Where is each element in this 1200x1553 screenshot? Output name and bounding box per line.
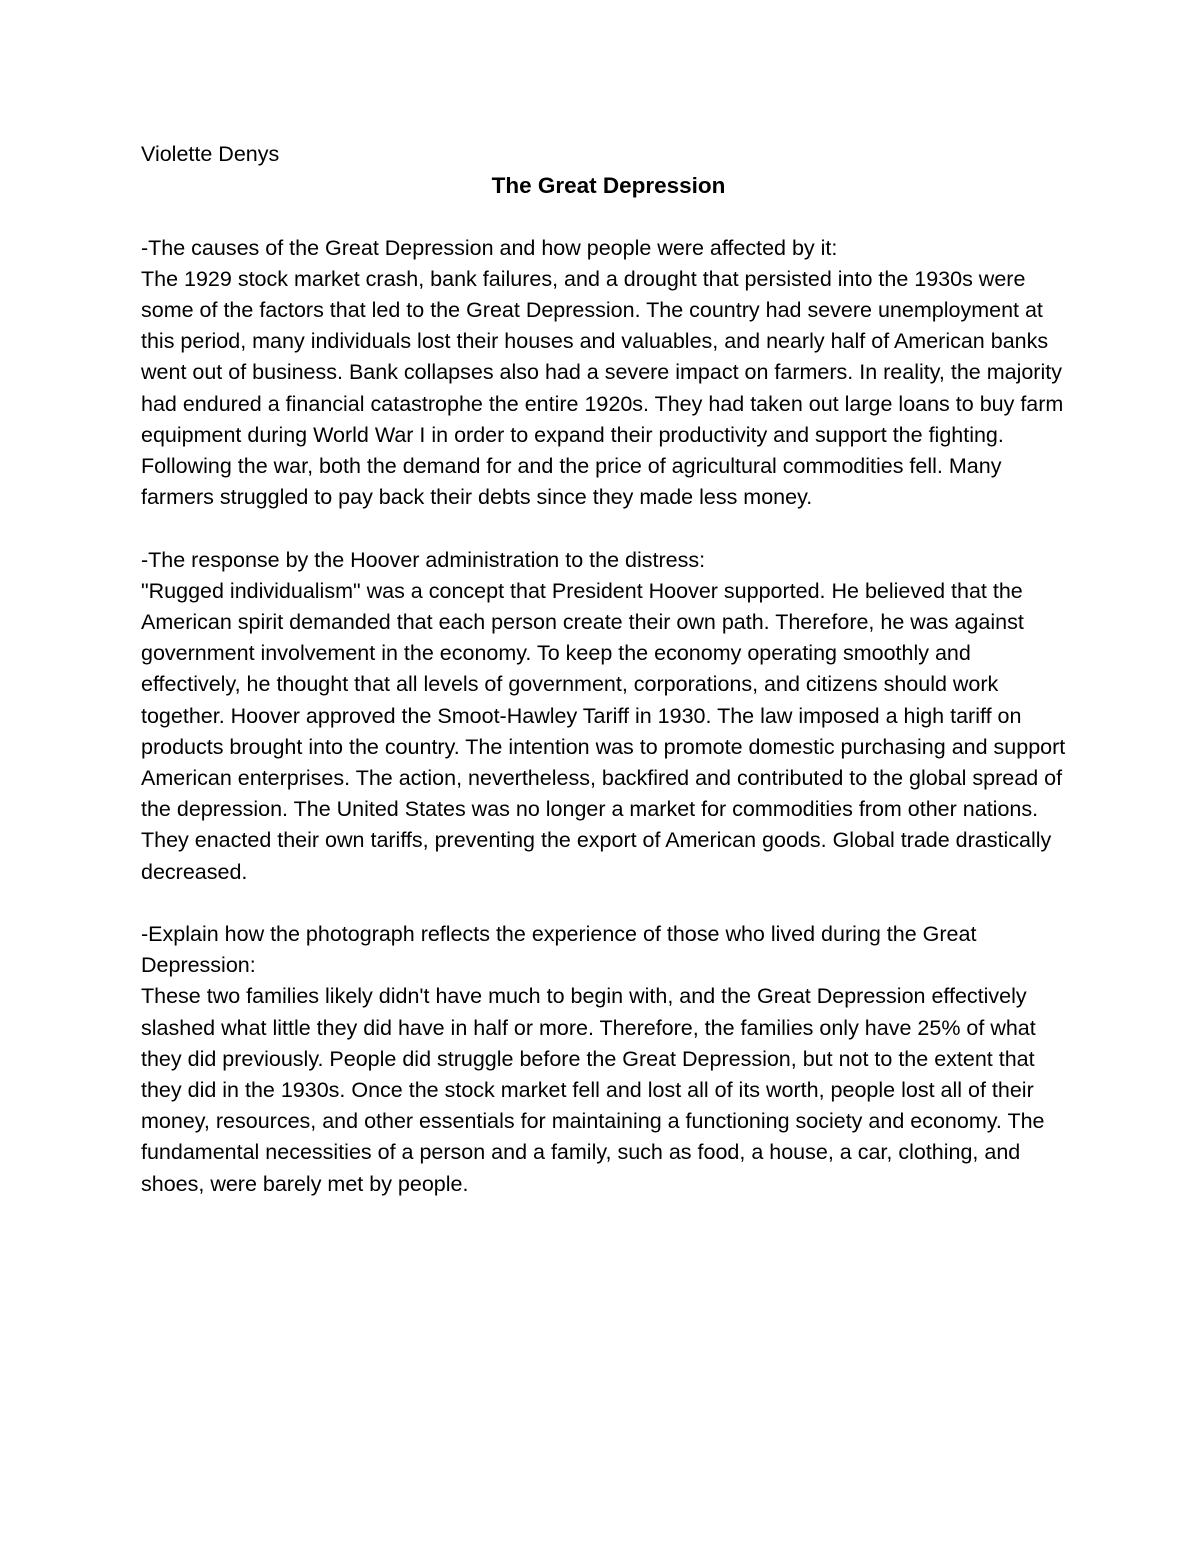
section-body: These two families likely didn't have much to begin with, and the Great Depression effectively slashed what little they did have in half or more. Therefore, the families only have 25% of what they did previously. People did struggle before the Great Depression, but not to the extent that they did in the 1930s. Once the stock market fell and lost all of its worth, people lost all of their money, resources, and other essentials for maintaining a functioning society and economy. The fundamental necessities of a person and a family, such as food, a house, a car, clothing, and shoes, were barely met by people.	[141, 984, 1045, 1196]
section-heading: -The causes of the Great Depression and how people were affected by it:	[141, 235, 838, 260]
section-heading: -Explain how the photograph reflects the experience of those who lived during the Great Depression:	[141, 922, 977, 978]
section-body: The 1929 stock market crash, bank failures, and a drought that persisted into the 1930s were some of the factors that led to the Great Depression. The country had severe unemployment at this period, many individuals lost their houses and valuables, and nearly half of American banks went out of business. Bank collapses also had a severe impact on farmers. In reality, the majority had endured a financial catastrophe the entire 1920s. They had taken out large loans to buy farm equipment during World War I in order to expand their productivity and support the fighting. Following the war, both the demand for and the price of agricultural commodities fell. Many farmers struggled to pay back their debts since they made less money.	[141, 266, 1064, 510]
section-body: "Rugged individualism" was a concept that President Hoover supported. He believed that the American spirit demanded that each person create their own path. Therefore, he was against government involvement in the economy. To keep the economy operating smoothly and effectively, he thought that all levels of government, corporations, and citizens should work together. Hoover approved the Smoot-Hawley Tariff in 1930. The law imposed a high tariff on products brought into the country. The intention was to promote domestic purchasing and support American enterprises. The action, nevertheless, backfired and contributed to the global spread of the depression. The United States was no longer a market for commodities from other nations. They enacted their own tariffs, preventing the export of American goods. Global trade drastically decreased.	[141, 578, 1066, 884]
section-hoover-response	[141, 545, 1076, 888]
section-heading: -The response by the Hoover administration to the distress:	[141, 547, 706, 572]
document-title: The Great Depression	[491, 173, 726, 199]
author-name: Violette Denys	[141, 142, 280, 166]
section-causes	[141, 233, 1076, 514]
section-photograph	[141, 919, 1076, 1200]
document-content	[141, 139, 1076, 1231]
